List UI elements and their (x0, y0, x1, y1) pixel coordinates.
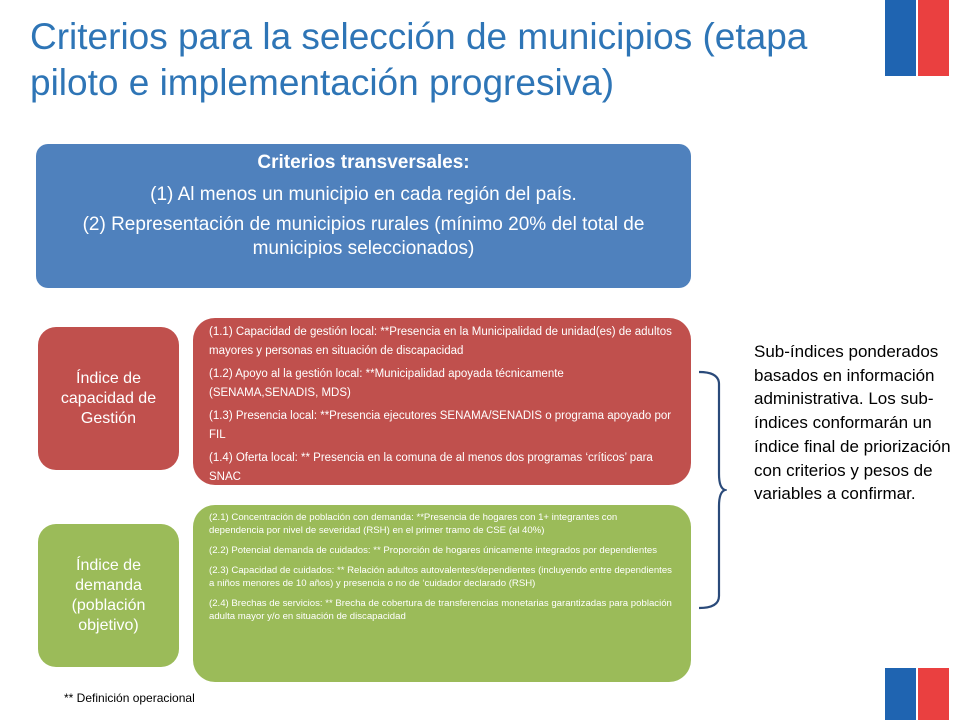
slide-title: Criterios para la selección de municipios (etapa piloto e implementación progresiva) (30, 16, 808, 103)
gestion-index-label-box (38, 327, 179, 470)
flag-red-stripe (918, 668, 949, 720)
flag-red-stripe (918, 0, 949, 76)
demanda-criteria-box (193, 505, 691, 682)
gestion-criterion-1-3: (1.3) Presencia local: **Presencia ejecutores SENAMA/SENADIS o programa apoyado por FIL (209, 410, 672, 441)
demanda-index-label: Índice de demanda (población objetivo) (71, 556, 146, 634)
subindices-note: Sub-índices ponderados basados en información administrativa. Los sub-índices conformarán un índice final de priorización con criterios y pesos de variables a confirmar. (754, 342, 951, 504)
footnote: ** Definición operacional (64, 691, 195, 705)
gestion-criterion-1-4: (1.4) Oferta local: ** Presencia en la comuna de al menos dos programas ‘críticos’ para SNAC (209, 452, 653, 483)
demanda-criterion-2-4: (2.4) Brechas de servicios: ** Brecha de cobertura de transferencias monetarias garantizadas para población adulta mayor y/o en situación de discapacidad (209, 598, 672, 622)
flag-blue-stripe (885, 668, 916, 720)
chile-flag-logo-bottom (885, 668, 949, 720)
gestion-criterion-1-1: (1.1) Capacidad de gestión local: **Presencia en la Municipalidad de unidad(es) de adultos mayores y personas en situación de discapacidad (209, 326, 672, 357)
transversal-criterion-2: (2) Representación de municipios rurales (mínimo 20% del total de municipios seleccionados) (82, 214, 645, 259)
curly-brace-icon (697, 370, 727, 610)
transversal-heading: Criterios transversales: (257, 152, 470, 173)
demanda-criterion-2-1: (2.1) Concentración de población con demanda: **Presencia de hogares con 1+ integrantes con dependencia por nivel de severidad (RSH) en el primer tramo de CSE (al 40%) (209, 512, 618, 536)
demanda-index-label-box (38, 524, 179, 667)
transversal-criteria-box (36, 144, 691, 288)
gestion-criteria-box (193, 318, 691, 485)
gestion-index-label: Índice de capacidad de Gestión (60, 369, 157, 427)
chile-flag-logo-top (885, 0, 949, 76)
demanda-criterion-2-2: (2.2) Potencial demanda de cuidados: ** Proporción de hogares únicamente integrados por dependientes (209, 545, 658, 556)
gestion-criterion-1-2: (1.2) Apoyo al la gestión local: **Municipalidad apoyada técnicamente (SENAMA,SENADIS, MDS) (209, 368, 564, 399)
demanda-criterion-2-3: (2.3) Capacidad de cuidados: ** Relación adultos autovalentes/dependientes (incluyendo entre dependientes a niños menores de 10 años) y presencia o no de ‘cuidador declarado (RSH) (209, 565, 672, 589)
transversal-criterion-1: (1) Al menos un municipio en cada región del país. (150, 184, 577, 205)
flag-blue-stripe (885, 0, 916, 76)
